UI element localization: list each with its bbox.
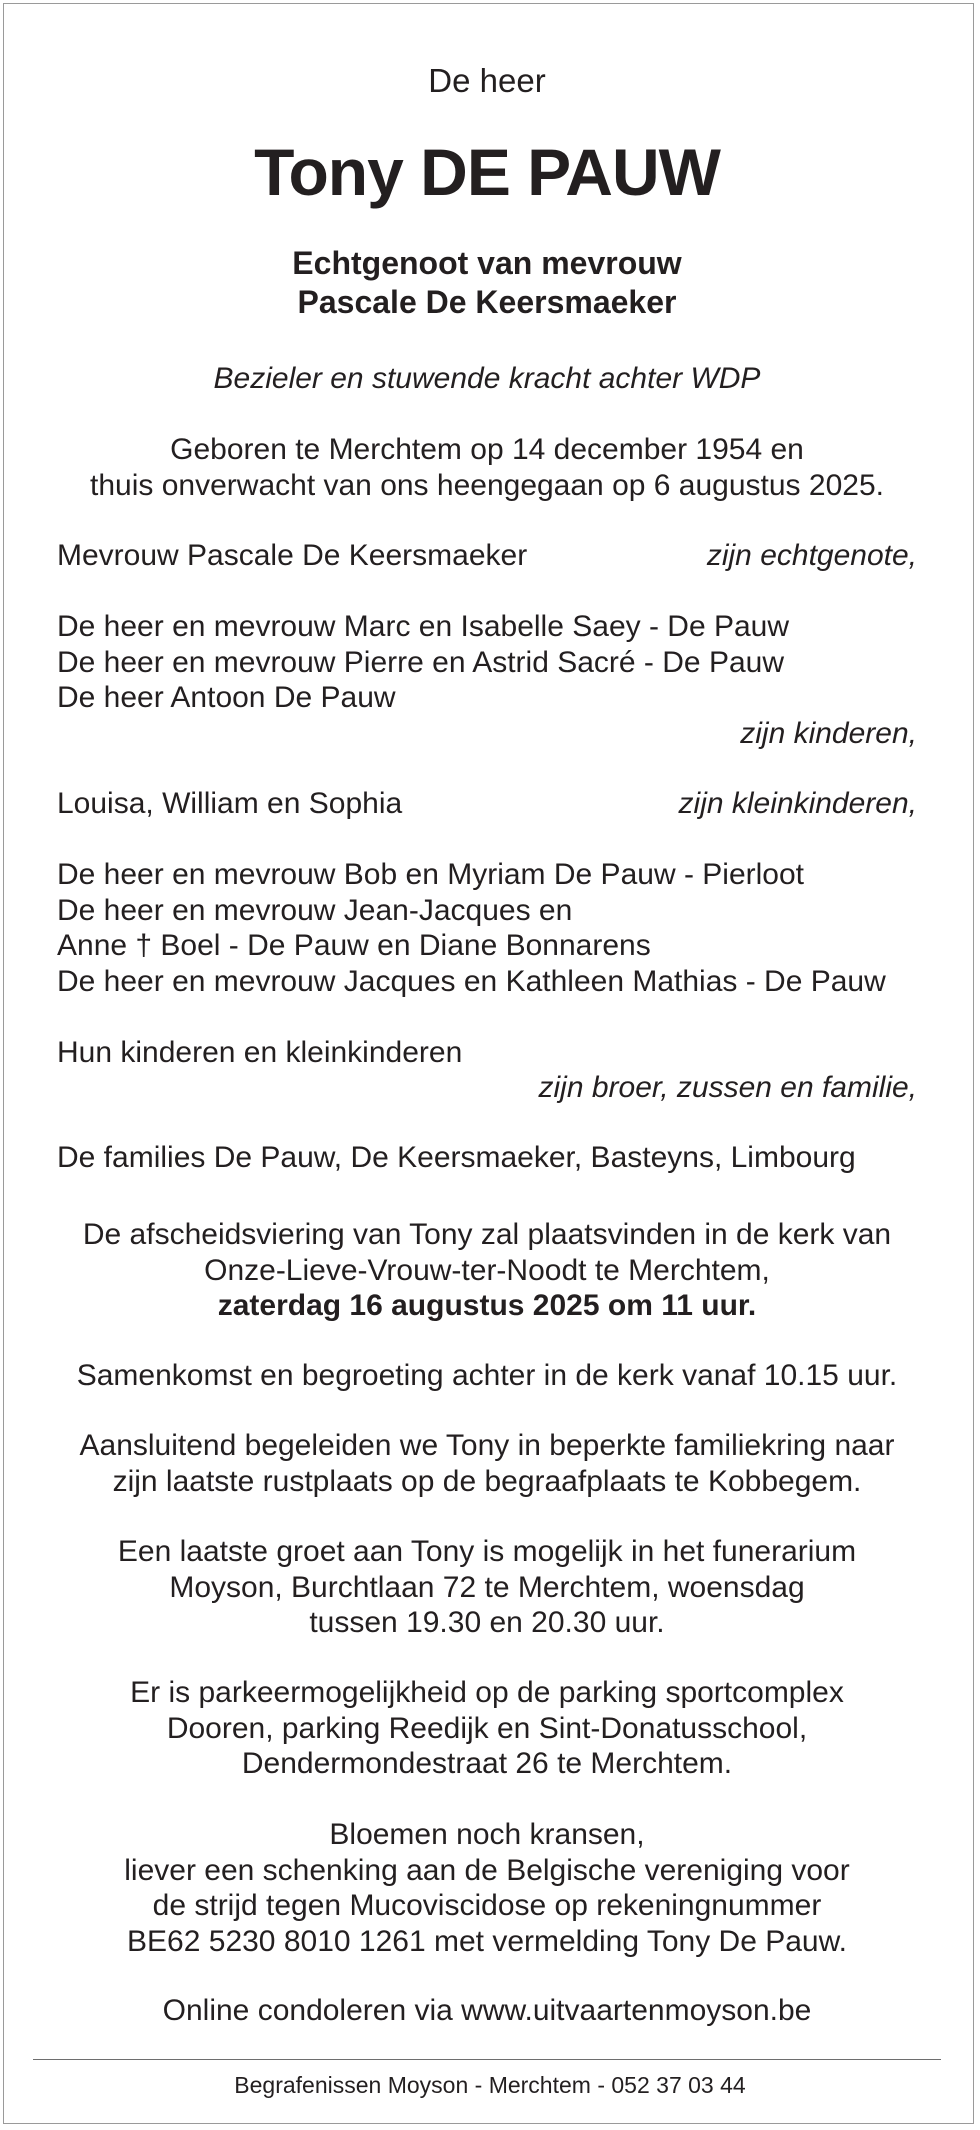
flowers-line-3: de strijd tegen Mucoviscidose op rekeningnummer [152, 1889, 822, 1922]
spouse-name: Mevrouw Pascale De Keersmaeker [57, 539, 528, 572]
footer-divider [33, 2059, 941, 2060]
sibling-line: De heer en mevrouw Bob en Myriam De Pauw - Pierloot [57, 858, 804, 891]
families-line: De families De Pauw, De Keersmaeker, Basteyns, Limbourg [57, 1141, 856, 1174]
visit-line-3: tussen 19.30 en 20.30 uur. [309, 1606, 665, 1639]
ceremony-line-1: De afscheidsviering van Tony zal plaatsvinden in de kerk van [82, 1218, 892, 1251]
parking-line-1: Er is parkeermogelijkheid op de parking sportcomplex [130, 1676, 844, 1709]
sibling-line: Anne † Boel - De Pauw en Diane Bonnarens [57, 929, 651, 962]
birth-line-1: Geboren te Merchtem op 14 december 1954 en [170, 433, 804, 466]
siblings-role: zijn broer, zussen en familie, [538, 1071, 917, 1104]
grandchildren-role: zijn kleinkinderen, [678, 787, 917, 820]
parking-block [57, 1675, 917, 1782]
spouse-role: zijn echtgenote, [706, 539, 917, 572]
child-line: De heer en mevrouw Pierre en Astrid Sacré - De Pauw [57, 645, 784, 679]
gathering-line: Samenkomst en begroeting achter in de kerk vanaf 10.15 uur. [76, 1359, 898, 1392]
spouse-row [57, 538, 917, 574]
sibling-line: De heer en mevrouw Jacques en Kathleen Mathias - De Pauw [57, 964, 886, 998]
spouse-line-2: Pascale De Keersmaeker [297, 284, 677, 320]
grandchildren-row [57, 786, 917, 822]
parking-line-2: Dooren, parking Reedijk en Sint-Donatusschool, [166, 1711, 808, 1745]
visit-block [57, 1534, 917, 1641]
flowers-line-2: liever een schenking aan de Belgische vereniging voor [124, 1853, 850, 1887]
salutation: De heer [428, 62, 546, 99]
children-role: zijn kinderen, [740, 716, 917, 750]
children-block [57, 609, 917, 751]
online-condolence: Online condoleren via www.uitvaartenmoyson.be [162, 1994, 812, 2027]
sibling-line: Hun kinderen en kleinkinderen [57, 1035, 463, 1069]
spouse-line-1: Echtgenoot van mevrouw [292, 245, 682, 281]
child-line: De heer Antoon De Pauw [57, 681, 396, 714]
spouse-block [57, 244, 917, 322]
tagline: Bezieler en stuwende kracht achter WDP [213, 362, 761, 395]
birth-death-block [57, 432, 917, 504]
ceremony-line-2: Onze-Lieve-Vrouw-ter-Noodt te Merchtem, [204, 1253, 770, 1287]
burial-line-1: Aansluitend begeleiden we Tony in beperkte familiekring naar [79, 1429, 895, 1462]
ceremony-block [57, 1217, 917, 1324]
visit-line-1: Een laatste groet aan Tony is mogelijk in het funerarium [117, 1535, 857, 1568]
flowers-block [57, 1817, 917, 1959]
parking-line-3: Dendermondestraat 26 te Merchtem. [241, 1747, 733, 1780]
visit-line-2: Moyson, Burchtlaan 72 te Merchtem, woensdag [169, 1570, 805, 1604]
funeral-home-footer: Begrafenissen Moyson - Merchtem - 052 37 03 44 [234, 2072, 746, 2098]
sibling-line: De heer en mevrouw Jean-Jacques en [57, 893, 573, 927]
sibling-spacer [57, 999, 917, 1035]
birth-line-2: thuis onverwacht van ons heengegaan op 6 augustus 2025. [90, 469, 884, 502]
burial-block [57, 1428, 917, 1499]
siblings-block [57, 857, 917, 1106]
deceased-name: Tony DE PAUW [254, 135, 720, 209]
flowers-line-1: Bloemen noch kransen, [329, 1818, 645, 1851]
ceremony-date: zaterdag 16 augustus 2025 om 11 uur. [217, 1289, 757, 1322]
grandchildren-names: Louisa, William en Sophia [57, 787, 403, 820]
child-line: De heer en mevrouw Marc en Isabelle Saey - De Pauw [57, 610, 790, 643]
flowers-line-4: BE62 5230 8010 1261 met vermelding Tony De Pauw. [127, 1924, 847, 1958]
burial-line-2: zijn laatste rustplaats op de begraafplaats te Kobbegem. [112, 1464, 862, 1498]
